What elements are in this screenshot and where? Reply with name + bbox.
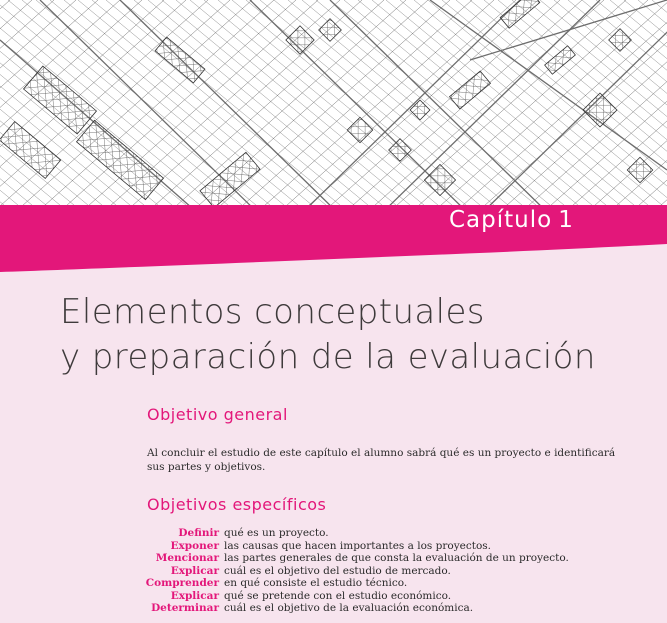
objective-verb: Comprender <box>145 577 219 589</box>
specific-objectives-heading: Objetivos específicos <box>147 495 327 514</box>
objective-verb: Exponer <box>170 539 219 552</box>
general-objective-heading: Objetivo general <box>147 405 288 424</box>
objective-text: las causas que hacen importantes a los proyectos. <box>224 539 492 552</box>
objective-text: qué se pretende con el estudio económico. <box>224 589 452 602</box>
objective-verb: Determinar <box>151 602 219 614</box>
specific-objectives-list <box>118 527 569 615</box>
objective-verb: Mencionar <box>155 552 219 564</box>
objective-item <box>118 540 569 553</box>
chapter-title-line2: y preparación de la evaluación <box>60 337 596 377</box>
chapter-title <box>60 290 596 380</box>
objective-verb: Definir <box>178 527 219 539</box>
chapter-heading <box>449 207 574 233</box>
chapter-title-line1: Elementos conceptuales <box>60 292 485 332</box>
chapter-number: 1 <box>558 207 574 233</box>
objective-text: cuál es el objetivo de la evaluación económica. <box>224 602 474 614</box>
objective-text: en qué consiste el estudio técnico. <box>224 577 408 589</box>
objective-item <box>118 590 569 603</box>
objective-item <box>118 602 569 615</box>
chapter-label: Capítulo <box>449 207 553 233</box>
general-objective-line2: sus partes y objetivos. <box>147 461 266 473</box>
general-objective-line1: Al concluir el estudio de este capítulo el alumno sabrá qué es un proyecto e identificará <box>147 447 616 459</box>
objective-verb: Explicar <box>170 564 219 577</box>
objective-item <box>118 565 569 578</box>
objective-text: las partes generales de que consta la evaluación de un proyecto. <box>224 552 569 564</box>
chapter-band <box>0 0 667 300</box>
objective-text: qué es un proyecto. <box>224 527 329 539</box>
objective-verb: Explicar <box>170 589 219 602</box>
objective-item <box>118 577 569 590</box>
general-objective-text <box>147 446 616 474</box>
objective-item <box>118 552 569 565</box>
objective-item <box>118 527 569 540</box>
objective-text: cuál es el objetivo del estudio de mercado. <box>224 564 451 577</box>
